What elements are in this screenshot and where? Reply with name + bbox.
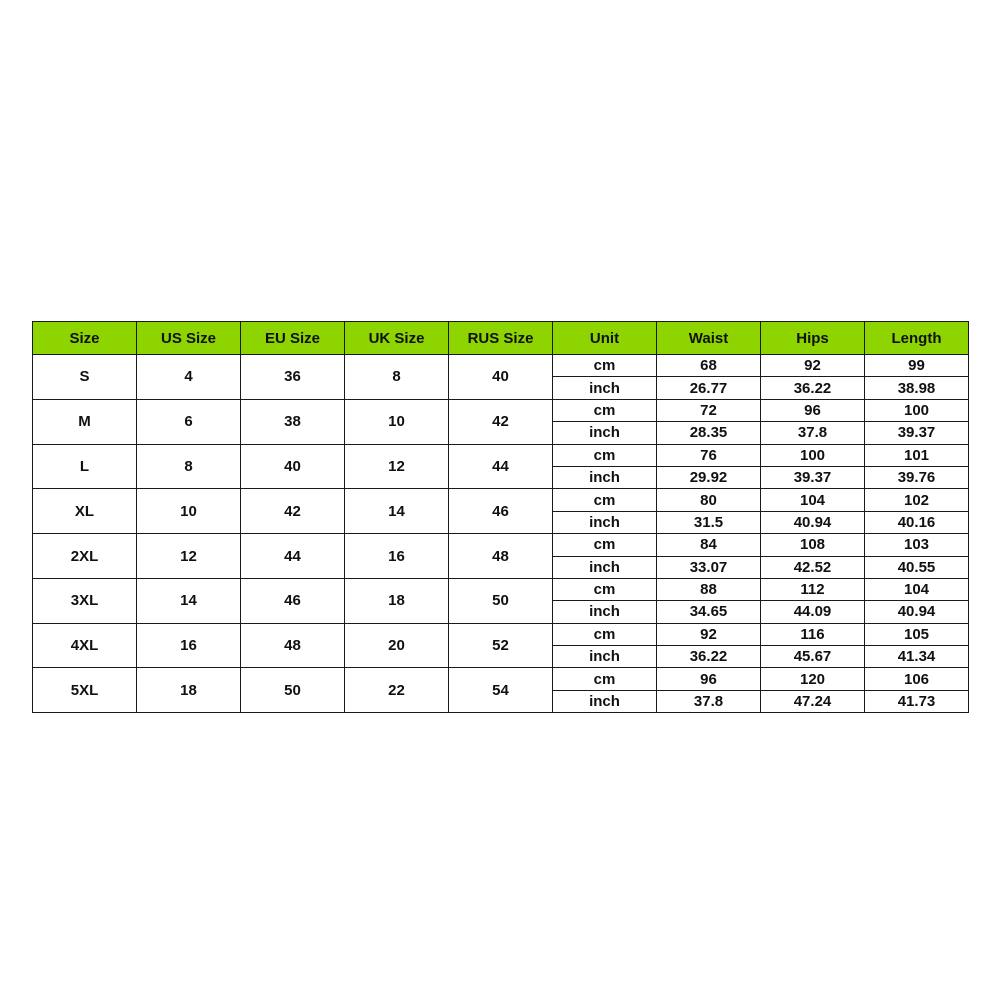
header-size: Size bbox=[33, 322, 137, 355]
uk-size-cell: 20 bbox=[345, 623, 449, 668]
length-cell: 40.55 bbox=[865, 556, 969, 578]
unit-cell: cm bbox=[553, 444, 657, 466]
length-cell: 100 bbox=[865, 399, 969, 421]
header-row bbox=[33, 322, 969, 355]
waist-cell: 28.35 bbox=[657, 422, 761, 444]
waist-cell: 34.65 bbox=[657, 601, 761, 623]
unit-cell: inch bbox=[553, 690, 657, 712]
us-size-cell: 8 bbox=[137, 444, 241, 489]
us-size-cell: 18 bbox=[137, 668, 241, 713]
waist-cell: 36.22 bbox=[657, 646, 761, 668]
waist-cell: 76 bbox=[657, 444, 761, 466]
table-header bbox=[33, 322, 969, 355]
uk-size-cell: 22 bbox=[345, 668, 449, 713]
eu-size-cell: 50 bbox=[241, 668, 345, 713]
length-cell: 103 bbox=[865, 534, 969, 556]
table-row bbox=[33, 399, 969, 421]
waist-cell: 29.92 bbox=[657, 466, 761, 488]
length-cell: 39.76 bbox=[865, 466, 969, 488]
waist-cell: 33.07 bbox=[657, 556, 761, 578]
unit-cell: inch bbox=[553, 466, 657, 488]
unit-cell: cm bbox=[553, 355, 657, 377]
length-cell: 41.73 bbox=[865, 690, 969, 712]
waist-cell: 96 bbox=[657, 668, 761, 690]
eu-size-cell: 46 bbox=[241, 578, 345, 623]
hips-cell: 100 bbox=[761, 444, 865, 466]
length-cell: 40.16 bbox=[865, 511, 969, 533]
unit-cell: inch bbox=[553, 646, 657, 668]
length-cell: 101 bbox=[865, 444, 969, 466]
hips-cell: 37.8 bbox=[761, 422, 865, 444]
uk-size-cell: 10 bbox=[345, 399, 449, 444]
us-size-cell: 4 bbox=[137, 355, 241, 400]
unit-cell: inch bbox=[553, 556, 657, 578]
rus-size-cell: 44 bbox=[449, 444, 553, 489]
rus-size-cell: 54 bbox=[449, 668, 553, 713]
header-length: Length bbox=[865, 322, 969, 355]
table-row bbox=[33, 623, 969, 645]
us-size-cell: 16 bbox=[137, 623, 241, 668]
size-cell: 3XL bbox=[33, 578, 137, 623]
unit-cell: inch bbox=[553, 511, 657, 533]
size-cell: 4XL bbox=[33, 623, 137, 668]
uk-size-cell: 12 bbox=[345, 444, 449, 489]
hips-cell: 108 bbox=[761, 534, 865, 556]
hips-cell: 47.24 bbox=[761, 690, 865, 712]
hips-cell: 39.37 bbox=[761, 466, 865, 488]
unit-cell: cm bbox=[553, 534, 657, 556]
hips-cell: 36.22 bbox=[761, 377, 865, 399]
header-unit: Unit bbox=[553, 322, 657, 355]
hips-cell: 112 bbox=[761, 578, 865, 600]
us-size-cell: 10 bbox=[137, 489, 241, 534]
table-row bbox=[33, 355, 969, 377]
unit-cell: inch bbox=[553, 377, 657, 399]
size-chart-table bbox=[32, 321, 969, 713]
unit-cell: inch bbox=[553, 422, 657, 444]
waist-cell: 31.5 bbox=[657, 511, 761, 533]
table-row bbox=[33, 668, 969, 690]
size-cell: S bbox=[33, 355, 137, 400]
length-cell: 38.98 bbox=[865, 377, 969, 399]
eu-size-cell: 48 bbox=[241, 623, 345, 668]
uk-size-cell: 8 bbox=[345, 355, 449, 400]
eu-size-cell: 36 bbox=[241, 355, 345, 400]
rus-size-cell: 46 bbox=[449, 489, 553, 534]
uk-size-cell: 14 bbox=[345, 489, 449, 534]
size-cell: 2XL bbox=[33, 534, 137, 579]
us-size-cell: 6 bbox=[137, 399, 241, 444]
unit-cell: cm bbox=[553, 489, 657, 511]
waist-cell: 68 bbox=[657, 355, 761, 377]
size-cell: 5XL bbox=[33, 668, 137, 713]
hips-cell: 45.67 bbox=[761, 646, 865, 668]
unit-cell: cm bbox=[553, 578, 657, 600]
unit-cell: inch bbox=[553, 601, 657, 623]
eu-size-cell: 40 bbox=[241, 444, 345, 489]
header-rus-size: RUS Size bbox=[449, 322, 553, 355]
hips-cell: 116 bbox=[761, 623, 865, 645]
eu-size-cell: 42 bbox=[241, 489, 345, 534]
us-size-cell: 12 bbox=[137, 534, 241, 579]
waist-cell: 72 bbox=[657, 399, 761, 421]
header-waist: Waist bbox=[657, 322, 761, 355]
table-row bbox=[33, 534, 969, 556]
table-row bbox=[33, 489, 969, 511]
length-cell: 40.94 bbox=[865, 601, 969, 623]
header-eu-size: EU Size bbox=[241, 322, 345, 355]
length-cell: 106 bbox=[865, 668, 969, 690]
table-row bbox=[33, 444, 969, 466]
hips-cell: 96 bbox=[761, 399, 865, 421]
us-size-cell: 14 bbox=[137, 578, 241, 623]
unit-cell: cm bbox=[553, 668, 657, 690]
rus-size-cell: 42 bbox=[449, 399, 553, 444]
length-cell: 41.34 bbox=[865, 646, 969, 668]
eu-size-cell: 38 bbox=[241, 399, 345, 444]
waist-cell: 80 bbox=[657, 489, 761, 511]
rus-size-cell: 48 bbox=[449, 534, 553, 579]
size-cell: M bbox=[33, 399, 137, 444]
header-uk-size: UK Size bbox=[345, 322, 449, 355]
length-cell: 104 bbox=[865, 578, 969, 600]
unit-cell: cm bbox=[553, 399, 657, 421]
length-cell: 39.37 bbox=[865, 422, 969, 444]
rus-size-cell: 40 bbox=[449, 355, 553, 400]
length-cell: 99 bbox=[865, 355, 969, 377]
hips-cell: 104 bbox=[761, 489, 865, 511]
hips-cell: 42.52 bbox=[761, 556, 865, 578]
size-cell: XL bbox=[33, 489, 137, 534]
table-body bbox=[33, 355, 969, 713]
length-cell: 102 bbox=[865, 489, 969, 511]
waist-cell: 26.77 bbox=[657, 377, 761, 399]
unit-cell: cm bbox=[553, 623, 657, 645]
uk-size-cell: 16 bbox=[345, 534, 449, 579]
uk-size-cell: 18 bbox=[345, 578, 449, 623]
waist-cell: 84 bbox=[657, 534, 761, 556]
size-cell: L bbox=[33, 444, 137, 489]
hips-cell: 92 bbox=[761, 355, 865, 377]
waist-cell: 88 bbox=[657, 578, 761, 600]
waist-cell: 37.8 bbox=[657, 690, 761, 712]
table-row bbox=[33, 578, 969, 600]
waist-cell: 92 bbox=[657, 623, 761, 645]
eu-size-cell: 44 bbox=[241, 534, 345, 579]
hips-cell: 40.94 bbox=[761, 511, 865, 533]
rus-size-cell: 50 bbox=[449, 578, 553, 623]
hips-cell: 44.09 bbox=[761, 601, 865, 623]
length-cell: 105 bbox=[865, 623, 969, 645]
header-hips: Hips bbox=[761, 322, 865, 355]
header-us-size: US Size bbox=[137, 322, 241, 355]
rus-size-cell: 52 bbox=[449, 623, 553, 668]
hips-cell: 120 bbox=[761, 668, 865, 690]
